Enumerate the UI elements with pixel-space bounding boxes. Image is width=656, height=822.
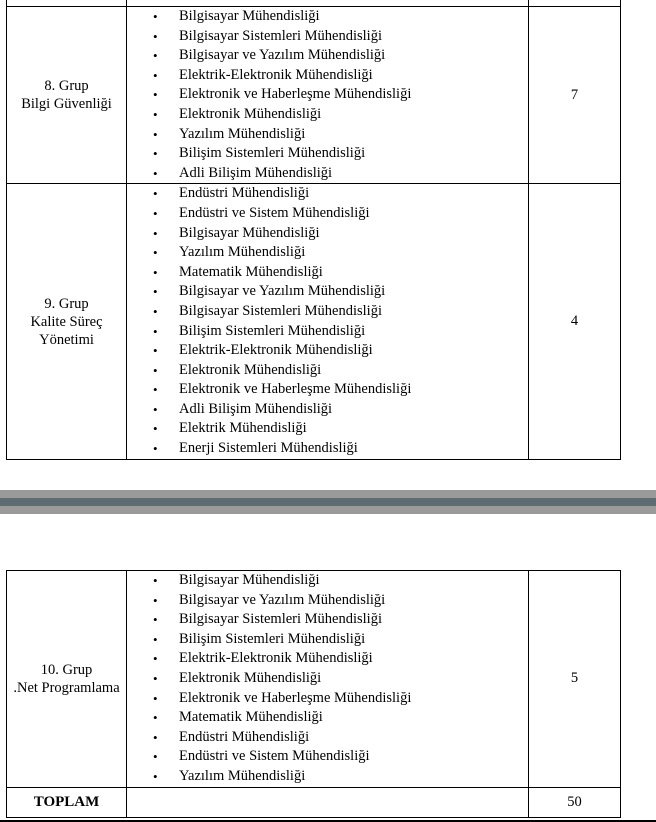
- major-list-item: • Endüstri ve Sistem Mühendisliği: [127, 204, 528, 224]
- group-title: 8. Grup: [44, 78, 89, 95]
- major-list-item: • Matematik Mühendisliği: [127, 708, 528, 728]
- major-list-item: • Bilişim Sistemleri Mühendisliği: [127, 630, 528, 650]
- major-list-item: • Bilgisayar ve Yazılım Mühendisliği: [127, 591, 528, 611]
- major-list-item: • Bilgisayar Sistemleri Mühendisliği: [127, 27, 528, 47]
- majors-cell: [127, 7, 529, 184]
- major-list-item: • Yazılım Mühendisliği: [127, 767, 528, 787]
- majors-list: [127, 571, 528, 787]
- group-subtitle-line1: Kalite Süreç: [30, 313, 103, 330]
- major-list-item: • Elektronik Mühendisliği: [127, 361, 528, 381]
- major-list-item: • Enerji Sistemleri Mühendisliği: [127, 439, 528, 459]
- major-list-item: • Bilgisayar ve Yazılım Mühendisliği: [127, 46, 528, 66]
- major-list-item: • Endüstri Mühendisliği: [127, 184, 528, 204]
- count-cell: 5: [529, 571, 621, 788]
- major-list-item: • Endüstri ve Sistem Mühendisliği: [127, 747, 528, 767]
- major-list-item: • Bilişim Sistemleri Mühendisliği: [127, 144, 528, 164]
- major-list-item: • Bilgisayar Sistemleri Mühendisliği: [127, 610, 528, 630]
- group-subtitle: .Net Programlama: [13, 679, 120, 696]
- groups-table-bottom: [6, 570, 621, 818]
- major-list-item: • Adli Bilişim Mühendisliği: [127, 164, 528, 184]
- major-list-item: • Yazılım Mühendisliği: [127, 243, 528, 263]
- page-bottom: [0, 514, 656, 822]
- majors-cell: [127, 571, 529, 788]
- total-value: 50: [529, 787, 621, 817]
- count-cell: 4: [529, 184, 621, 459]
- major-list-item: • Elektrik Mühendisliği: [127, 419, 528, 439]
- major-list-item: • Elektronik Mühendisliği: [127, 669, 528, 689]
- major-list-item: • Bilişim Sistemleri Mühendisliği: [127, 322, 528, 342]
- major-list-item: • Elektrik-Elektronik Mühendisliği: [127, 649, 528, 669]
- major-list-item: • Yazılım Mühendisliği: [127, 125, 528, 145]
- major-list-item: • Elektronik Mühendisliği: [127, 105, 528, 125]
- major-list-item: • Elektrik-Elektronik Mühendisliği: [127, 341, 528, 361]
- major-list-item: • Bilgisayar Mühendisliği: [127, 7, 528, 27]
- major-list-item: • Elektronik ve Haberleşme Mühendisliği: [127, 85, 528, 105]
- group-subtitle: Bilgi Güvenliği: [21, 96, 112, 113]
- page-separator-band: [0, 498, 656, 506]
- group-cell: [7, 7, 127, 184]
- page-separator: [0, 490, 656, 514]
- major-list-item: • Adli Bilişim Mühendisliği: [127, 400, 528, 420]
- major-list-item: • Bilgisayar Mühendisliği: [127, 571, 528, 591]
- table-row-group-8: [7, 7, 621, 184]
- group-title: 10. Grup: [40, 661, 93, 678]
- group-subtitle-line2: Yönetimi: [39, 331, 94, 348]
- major-list-item: • Bilgisayar Sistemleri Mühendisliği: [127, 302, 528, 322]
- majors-cell: [127, 184, 529, 459]
- group-title: 9. Grup: [44, 295, 89, 312]
- majors-list: [127, 7, 528, 183]
- major-list-item: • Matematik Mühendisliği: [127, 263, 528, 283]
- major-list-item: • Elektronik ve Haberleşme Mühendisliği: [127, 689, 528, 709]
- groups-table-top: [6, 0, 621, 460]
- total-empty-cell: [127, 787, 529, 817]
- major-list-item: • Elektrik-Elektronik Mühendisliği: [127, 66, 528, 86]
- majors-list: [127, 184, 528, 458]
- table-row-total: [7, 787, 621, 817]
- major-list-item: • Bilgisayar Mühendisliği: [127, 224, 528, 244]
- group-cell: [7, 184, 127, 459]
- table-row-group-9: [7, 184, 621, 459]
- group-cell: [7, 571, 127, 788]
- table-row-group-10: [7, 571, 621, 788]
- major-list-item: • Endüstri Mühendisliği: [127, 728, 528, 748]
- major-list-item: • Elektronik ve Haberleşme Mühendisliği: [127, 380, 528, 400]
- total-label: TOPLAM: [7, 787, 127, 817]
- count-cell: 7: [529, 7, 621, 184]
- major-list-item: • Bilgisayar ve Yazılım Mühendisliği: [127, 282, 528, 302]
